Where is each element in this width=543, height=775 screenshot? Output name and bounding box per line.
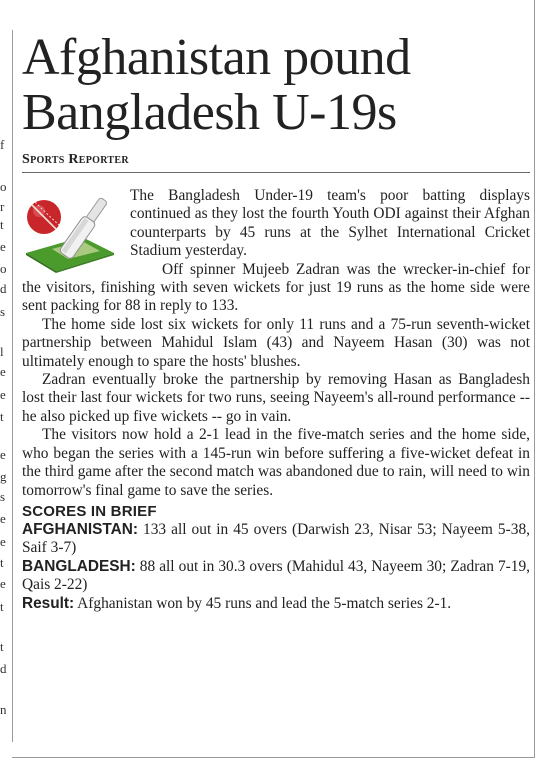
gutter-letter: s (0, 304, 6, 319)
gutter-letter: s (0, 489, 6, 504)
gutter-letter: t (0, 599, 4, 614)
headline: Afghanistan pound Bangladesh U-19s (22, 29, 411, 141)
gutter-letter: o (0, 179, 7, 194)
gutter-letter: e (0, 239, 6, 254)
gutter-letter: n (0, 702, 7, 717)
scores-heading: SCORES IN BRIEF (22, 502, 157, 520)
gutter-letter: e (0, 534, 6, 549)
gutter-letter: o (0, 261, 7, 276)
gutter-letter: r (0, 199, 5, 214)
score-label: BANGLADESH: (22, 557, 136, 575)
paragraph: The visitors now hold a 2-1 lead in the five-match series and the home side, who began the series with a 145-run win before suffering a five-wicket defeat in the third game after the second match was abandoned due to rain, will need to win tomorrow's final game to save the series. (22, 426, 530, 499)
score-label: Result: (22, 594, 75, 612)
gutter-letter: e (0, 511, 6, 526)
gutter-letter: e (0, 447, 6, 462)
score-line-result (22, 595, 530, 613)
score-line-afghanistan (22, 521, 530, 558)
paragraph: Off spinner Mujeeb Zadran was the wrecker-in-chief for the visitors, finishing with seven wickets for just 19 runs as the home side were sent packing for 88 in reply to 133. (22, 260, 530, 315)
byline: Sports Reporter (22, 152, 530, 173)
bottom-divider (12, 757, 535, 758)
gutter-letter: t (0, 409, 4, 424)
gutter-letter: e (0, 387, 6, 402)
gutter-letter: e (0, 364, 6, 379)
gutter-letter: d (0, 281, 7, 296)
gutter-letter: g (0, 469, 7, 484)
gutter-letter: t (0, 555, 4, 570)
cricket-ball-bat-icon (22, 187, 122, 273)
column-divider-left (12, 30, 13, 742)
score-line-bangladesh (22, 558, 530, 595)
score-text: 88 all out in 30.3 overs (Mahidul 43, Nayeem 30; Zadran 7-19, Qais 2-22) (22, 557, 530, 594)
adjacent-column-fragment (0, 0, 9, 760)
paragraph: Zadran eventually broke the partnership by removing Hasan as Bangladesh lost their last four wickets for two runs, seeing Nayeem's all-round performance -- he also picked up five wickets -- go in vain. (22, 371, 530, 425)
gutter-letter: l (0, 344, 4, 359)
score-text: 133 all out in 45 overs (Darwish 23, Nisar 53; Nayeem 5-38, Saif 3-7) (22, 520, 530, 557)
paragraph: The home side lost six wickets for only 11 runs and a 75-run seventh-wicket partnership between Mahidul Islam (43) and Nayeem Hasan (30) was not ultimately enough to spare the hosts' blushes. (22, 315, 530, 370)
score-text: Afghanistan won by 45 runs and lead the 5-match series 2-1. (74, 594, 452, 612)
article (22, 30, 530, 613)
gutter-letter: t (0, 217, 4, 232)
gutter-letter: t (0, 639, 4, 654)
article-body (22, 187, 530, 613)
column-divider-right (534, 0, 535, 758)
gutter-letter: e (0, 576, 6, 591)
gutter-letter: f (0, 137, 5, 152)
paragraph: The Bangladesh Under-19 team's poor batting displays continued as they lost the fourth Youth ODI against their Afghan counterparts by 45 runs at the Sylhet International Cricket Stadium yesterday. (130, 187, 530, 260)
gutter-letter: d (0, 661, 7, 676)
score-label: AFGHANISTAN: (22, 520, 138, 538)
